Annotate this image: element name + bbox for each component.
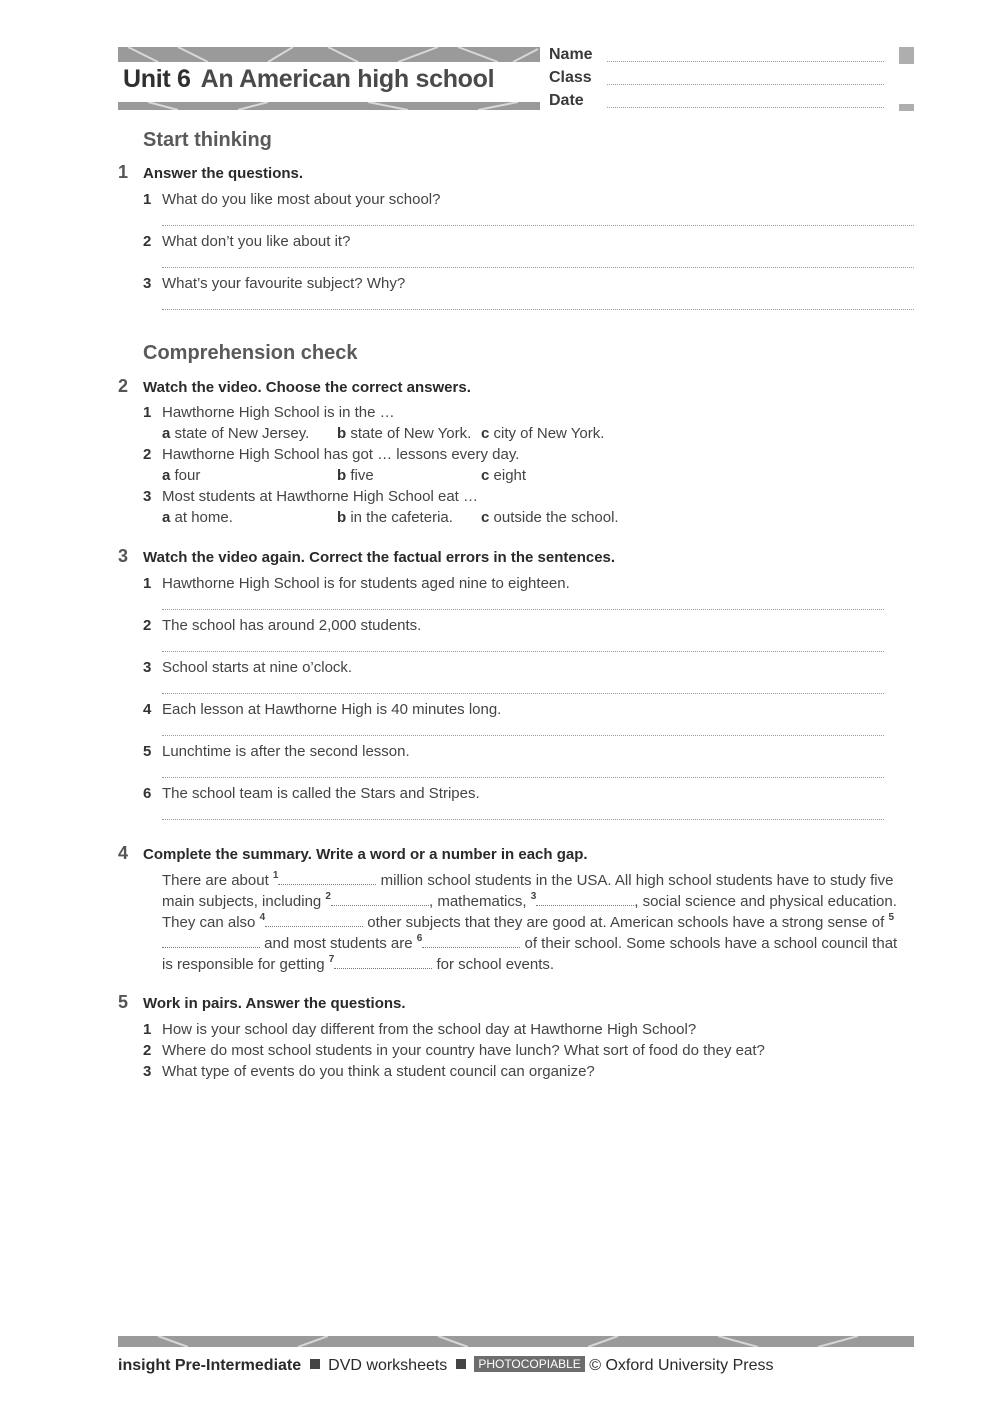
gap-5[interactable] [162,935,260,948]
class-field[interactable] [549,69,884,91]
option-a[interactable]: a four [162,467,201,484]
question-text: Hawthorne High School is for students aged nine to eighteen. [162,575,570,592]
question-text: The school team is called the Stars and Stripes. [162,785,480,802]
unit-title [123,65,494,94]
header-banner [118,47,540,110]
question-number: 3 [143,275,152,292]
exercise-number: 1 [118,162,129,182]
footer-copyright: © Oxford University Press [589,1357,774,1374]
footer-brand: insight Pre-Intermediate [118,1357,302,1374]
gap-3[interactable] [536,893,634,906]
footer-texture [118,1336,914,1347]
question-text: What do you like most about your school? [162,191,441,208]
option-b[interactable]: b state of New York. [337,425,472,442]
question-number: 5 [143,743,152,760]
question-text: Where do most school students in your country have lunch? What sort of food do they eat? [162,1042,765,1059]
gap-number: 6 [416,933,423,944]
corner-tab [899,47,914,111]
answer-line[interactable] [162,777,884,778]
question-number: 3 [143,488,152,505]
answer-line[interactable] [162,651,884,652]
question-text: Lunchtime is after the second lesson. [162,743,410,760]
option-a[interactable]: a at home. [162,509,233,526]
question-text: How is your school day different from the school day at Hawthorne High School? [162,1021,697,1038]
gap-number: 4 [259,912,266,923]
exercise-instruction: Answer the questions. [143,165,304,182]
option-a[interactable]: a state of New Jersey. [162,425,310,442]
option-b[interactable]: b in the cafeteria. [337,509,453,526]
name-line[interactable] [607,61,884,62]
footer-banner [118,1336,914,1347]
unit-label: Unit 6 [123,65,191,93]
option-b[interactable]: b five [337,467,374,484]
exercise-number: 4 [118,843,129,863]
section-start-thinking: Start thinking [143,129,272,151]
question-number: 3 [143,1063,152,1080]
exercise-instruction: Complete the summary. Write a word or a number in each gap. [143,846,588,863]
question-number: 1 [143,191,152,208]
photocopiable-badge: PHOTOCOPIABLE [474,1356,584,1372]
gap-4[interactable] [265,914,363,927]
question-text: The school has around 2,000 students. [162,617,422,634]
answer-line[interactable] [162,225,914,226]
gap-6[interactable] [422,935,520,948]
summary-paragraph: There are about $^1$ million school students in the USA. All high school students have to study five main subjects, including $^2$ , mathematics, $^3$ , social science and physical education. They can also $^4$ other subjects that they are good at. American schools have a strong sense of $^5$ and most students are $^6$ of their school. Some schools have a school council that is responsible for getting $^7$ for school events. [162,870,898,973]
question-number: 4 [143,701,152,718]
gap-number: 1 [272,870,279,881]
answer-line[interactable] [162,309,914,310]
exercise-number: 3 [118,546,129,566]
question-number: 2 [143,1042,152,1059]
option-c[interactable]: c outside the school. [481,509,619,526]
question-number: 3 [143,659,152,676]
question-text: Hawthorne High School is in the … [162,404,395,421]
exercise-instruction: Work in pairs. Answer the questions. [143,995,406,1012]
question-number: 1 [143,404,152,421]
question-text: What’s your favourite subject? Why? [162,275,406,292]
question-number: 1 [143,1021,152,1038]
class-line[interactable] [607,84,884,85]
exercise-number: 2 [118,376,129,396]
exercise-instruction: Watch the video. Choose the correct answers. [143,379,471,396]
gap-number: 2 [325,891,331,902]
name-label: Name [549,46,593,63]
gap-1[interactable] [278,872,376,885]
footer-dvd: DVD worksheets [328,1357,448,1374]
answer-line[interactable] [162,609,884,610]
date-line[interactable] [607,107,884,108]
question-text: Hawthorne High School has got … lessons every day. [162,446,520,463]
answer-line[interactable] [162,267,914,268]
question-text: School starts at nine o’clock. [162,659,353,676]
answer-line[interactable] [162,819,884,820]
unit-name: An American high school [200,65,495,93]
question-text: What don’t you like about it? [162,233,351,250]
answer-line[interactable] [162,693,884,694]
gap-number: 7 [328,954,335,965]
name-field[interactable] [549,46,884,68]
class-label: Class [549,69,592,86]
question-number: 6 [143,785,152,802]
exercise-instruction: Watch the video again. Correct the factual errors in the sentences. [143,549,616,566]
question-text: What type of events do you think a student council can organize? [162,1063,595,1080]
question-text: Most students at Hawthorne High School eat … [162,488,478,505]
question-text: Each lesson at Hawthorne High is 40 minutes long. [162,701,502,718]
square-bullet-icon [456,1359,466,1369]
answer-line[interactable] [162,735,884,736]
option-c[interactable]: c eight [481,467,527,484]
footer [118,1356,774,1375]
option-c[interactable]: c city of New York. [481,425,605,442]
question-number: 1 [143,575,152,592]
question-number: 2 [143,617,152,634]
question-number: 2 [143,446,152,463]
date-field[interactable] [549,92,884,114]
exercise-number: 5 [118,992,129,1012]
question-number: 2 [143,233,152,250]
gap-2[interactable] [331,893,429,906]
section-comprehension-check: Comprehension check [143,342,358,364]
date-label: Date [549,92,584,109]
gap-number: 5 [888,912,894,923]
gap-number: 3 [530,891,537,902]
gap-7[interactable] [334,956,432,969]
square-bullet-icon [310,1359,320,1369]
